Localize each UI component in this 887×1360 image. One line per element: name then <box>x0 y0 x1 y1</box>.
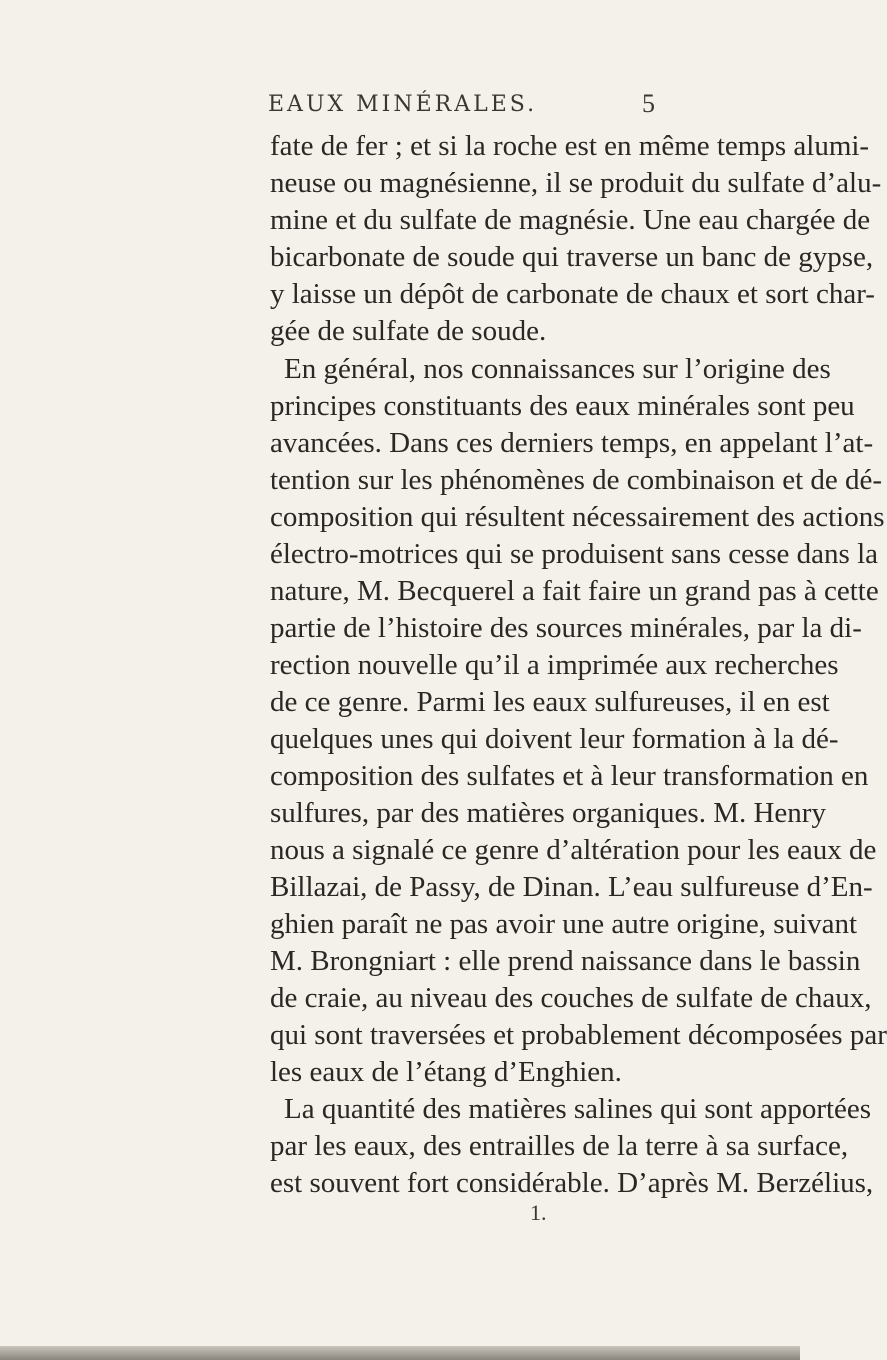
text-line: est souvent fort considérable. D’après M. Berzélius, <box>270 1167 874 1199</box>
text-line: Billazai, de Passy, de Dinan. L’eau sulfureuse d’En- <box>270 871 873 903</box>
text-line: tention sur les phénomènes de combinaison et de dé- <box>270 464 883 496</box>
text-line: principes constituants des eaux minérales sont peu <box>270 390 855 422</box>
text-line: par les eaux, des entrailles de la terre à sa surface, <box>270 1130 849 1162</box>
text-line: bicarbonate de soude qui traverse un banc de gypse, <box>270 241 874 273</box>
text-line: de ce genre. Parmi les eaux sulfureuses, il en est <box>270 686 830 718</box>
text-line: gée de sulfate de soude. <box>270 315 547 347</box>
text-line: composition qui résultent nécessairement des actions <box>270 501 885 533</box>
text-line: rection nouvelle qu’il a imprimée aux recherches <box>270 649 839 681</box>
page-number: 5 <box>642 89 655 118</box>
text-line: qui sont traversées et probablement décomposées par <box>270 1019 887 1051</box>
text-line: M. Brongniart : elle prend naissance dans le bassin <box>270 945 861 977</box>
running-title: EAUX MINÉRALES. <box>268 92 538 117</box>
text-line: partie de l’histoire des sources minérales, par la di- <box>270 612 862 644</box>
text-line: En général, nos connaissances sur l’origine des <box>284 353 831 385</box>
text-line: y laisse un dépôt de carbonate de chaux et sort char- <box>270 278 875 310</box>
text-line: sulfures, par des matières organiques. M. Henry <box>270 797 826 829</box>
text-line: neuse ou magnésienne, il se produit du sulfate d’alu- <box>270 167 882 199</box>
text-line: fate de fer ; et si la roche est en même temps alumi- <box>270 130 870 162</box>
text-line: composition des sulfates et à leur transformation en <box>270 760 869 792</box>
text-line: quelques unes qui doivent leur formation à la dé- <box>270 723 839 755</box>
text-line: mine et du sulfate de magnésie. Une eau chargée de <box>270 204 871 236</box>
text-line: avancées. Dans ces derniers temps, en appelant l’at- <box>270 427 874 459</box>
page-edge <box>0 1346 800 1360</box>
text-line: électro-motrices qui se produisent sans cesse dans la <box>270 538 879 570</box>
text-line: nous a signalé ce genre d’altération pour les eaux de <box>270 834 877 866</box>
text-line: nature, M. Becquerel a fait faire un grand pas à cette <box>270 575 879 607</box>
text-line: La quantité des matières salines qui sont apportées <box>284 1093 872 1125</box>
signature-mark: 1. <box>530 1200 547 1225</box>
text-line: ghien paraît ne pas avoir une autre origine, suivant <box>270 908 858 940</box>
text-line: les eaux de l’étang d’Enghien. <box>270 1056 622 1088</box>
text-line: de craie, au niveau des couches de sulfate de chaux, <box>270 982 872 1014</box>
